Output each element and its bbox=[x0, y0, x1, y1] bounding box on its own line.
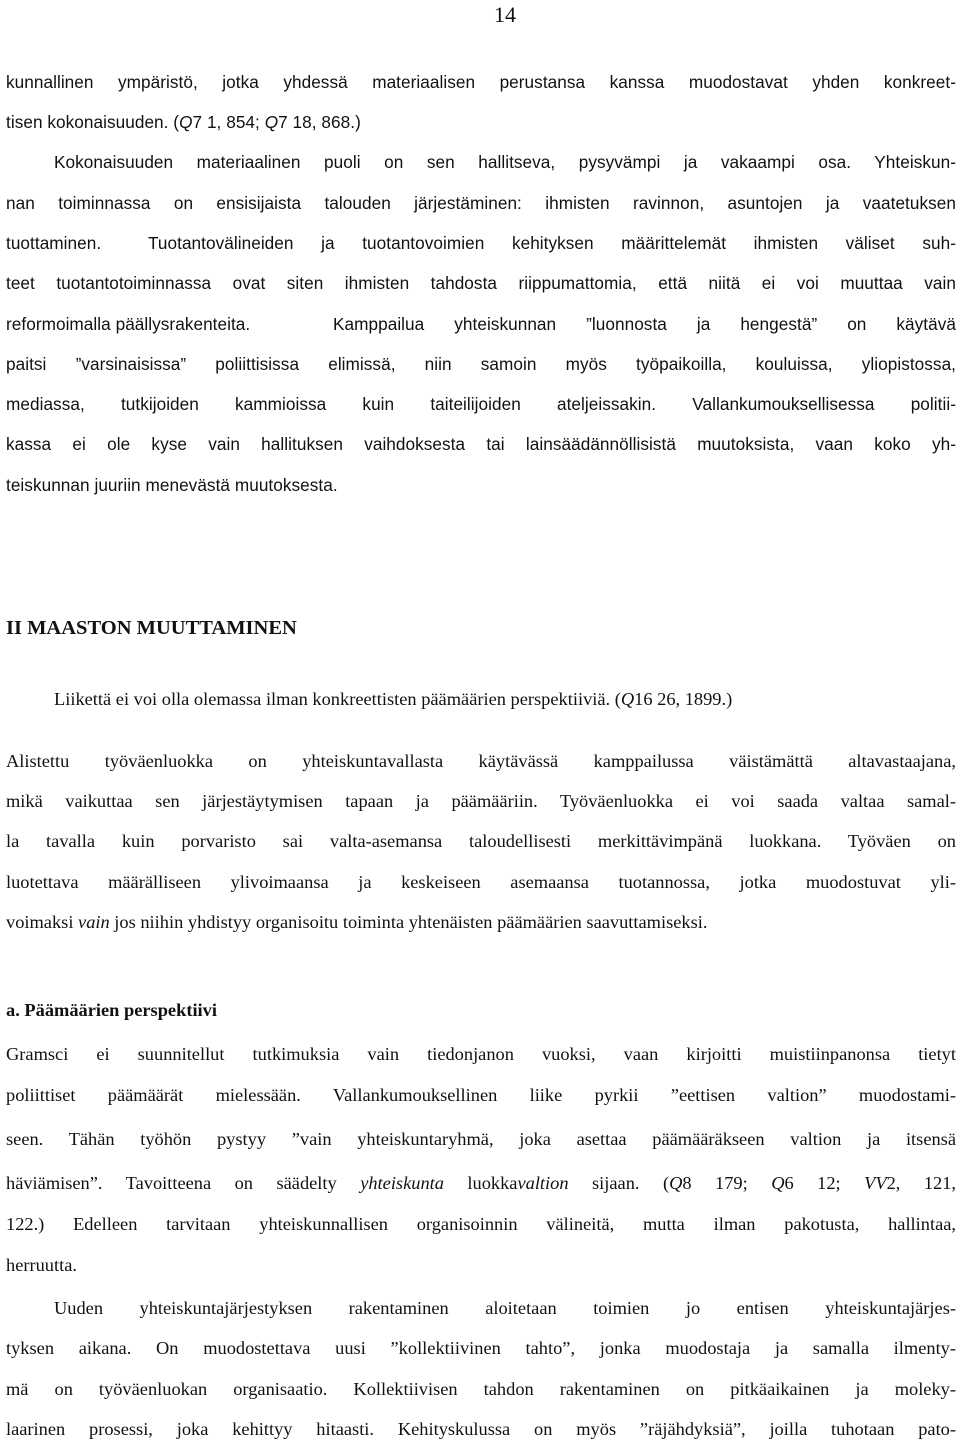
text-line: tuottaminen. bbox=[6, 233, 102, 253]
text-line: mikä vaikuttaa sen järjestäytymisen tapaan ja päämääriin. Työväenluokka ei voi saada valtaa samal- bbox=[6, 791, 956, 811]
text-line: nan toiminnassa on ensisijaista talouden järjestäminen: ihmisten ravinnon, asuntojen ja vaatetuksen bbox=[6, 193, 956, 213]
text-line: 122.) Edelleen tarvitaan yhteiskunnallisen organisoinnin välineitä, mutta ilman pakotusta, hallintaa, bbox=[6, 1214, 956, 1234]
text-line: reformoimalla päällysrakenteita. bbox=[6, 314, 251, 334]
text-line: Alistettu työväenluokka on yhteiskuntavallasta käytävässä kamppailussa väistämättä altavastaajana, bbox=[6, 751, 956, 771]
page-number: 14 bbox=[494, 2, 516, 27]
text-line: la tavalla kuin porvaristo sai valta-asemansa taloudellisesti merkittävimpänä luokkana. Työväen on bbox=[6, 831, 956, 851]
text-line: poliittiset päämäärät mielessään. Vallankumouksellinen liike pyrkii ”eettisen valtion” muodostami- bbox=[6, 1085, 956, 1105]
text-line: tyksen aikana. On muodostettava uusi ”kollektiivinen tahto”, jonka muodostaja ja samalla ilmenty- bbox=[6, 1338, 956, 1358]
text-line: teiskunnan juuriin menevästä muutoksesta. bbox=[6, 475, 338, 495]
text-line: herruutta. bbox=[6, 1255, 77, 1275]
text-line: kassa ei ole kyse vain hallituksen vaihdoksesta tai lainsäädännöllisistä muutoksista, vaan koko yh- bbox=[6, 434, 956, 454]
text-line: luotettava määrälliseen ylivoimaansa ja keskeiseen asemaansa tuotannossa, jotka muodostuvat yli- bbox=[6, 872, 956, 892]
text-line: teet tuotantotoiminnassa ovat siten ihmisten tahdosta riippumattomia, että niitä ei voi muuttaa vain bbox=[6, 273, 956, 293]
epigraph: Liikettä ei voi olla olemassa ilman konkreettisten päämäärien perspektiiviä. (Q16 26, 1899.) bbox=[54, 689, 733, 709]
text-line: tisen kokonaisuuden. (Q7 1, 854; Q7 18, 868.) bbox=[6, 112, 361, 132]
text-line: Uuden yhteiskuntajärjestyksen rakentaminen aloitetaan toimien jo entisen yhteiskuntajärjes- bbox=[54, 1298, 956, 1318]
text-line: Kamppailua yhteiskunnan ”luonnosta ja hengestä” on käytävä bbox=[333, 314, 956, 334]
text-line: häviämisen”. Tavoitteena on säädelty yhteiskunta luokkavaltion sijaan. (Q8 179; Q6 12; VV2, 121, bbox=[6, 1173, 956, 1193]
text-line: voimaksi vain jos niihin yhdistyy organisoitu toiminta yhtenäisten päämäärien saavuttamiseksi. bbox=[6, 912, 708, 932]
text-line: Kokonaisuuden materiaalinen puoli on sen hallitseva, pysyvämpi ja vakaampi osa. Yhteiskun- bbox=[54, 152, 956, 172]
text-line: seen. Tähän työhön pystyy ”vain yhteiskuntaryhmä, joka asettaa päämääräkseen valtion ja itsensä bbox=[6, 1129, 956, 1149]
text-line: laarinen prosessi, joka kehittyy hitaasti. Kehityskulussa on myös ”räjähdyksiä”, joilla tuhotaan pato- bbox=[6, 1419, 956, 1439]
text-line: kunnallinen ympäristö, jotka yhdessä materiaalisen perustansa kanssa muodostavat yhden konkreet- bbox=[6, 72, 956, 92]
text-line: Tuotantovälineiden ja tuotantovoimien kehityksen määrittelemät ihmisten väliset suh- bbox=[148, 233, 956, 253]
subsection-heading: a. Päämäärien perspektiivi bbox=[6, 1000, 217, 1020]
text-line: Gramsci ei suunnitellut tutkimuksia vain tiedonjanon vuoksi, vaan kirjoitti muistiinpanonsa tietyt bbox=[6, 1044, 956, 1064]
text-line: mä on työväenluokan organisaatio. Kollektiivisen tahdon rakentaminen on pitkäaikainen ja moleky- bbox=[6, 1379, 956, 1399]
text-line: mediassa, tutkijoiden kammioissa kuin taiteilijoiden ateljeissakin. Vallankumouksellisessa politii- bbox=[6, 394, 956, 414]
section-heading: II MAASTON MUUTTAMINEN bbox=[6, 617, 297, 639]
text-line: paitsi ”varsinaisissa” poliittisissa elimissä, niin samoin myös työpaikoilla, kouluissa, yliopistossa, bbox=[6, 354, 956, 374]
